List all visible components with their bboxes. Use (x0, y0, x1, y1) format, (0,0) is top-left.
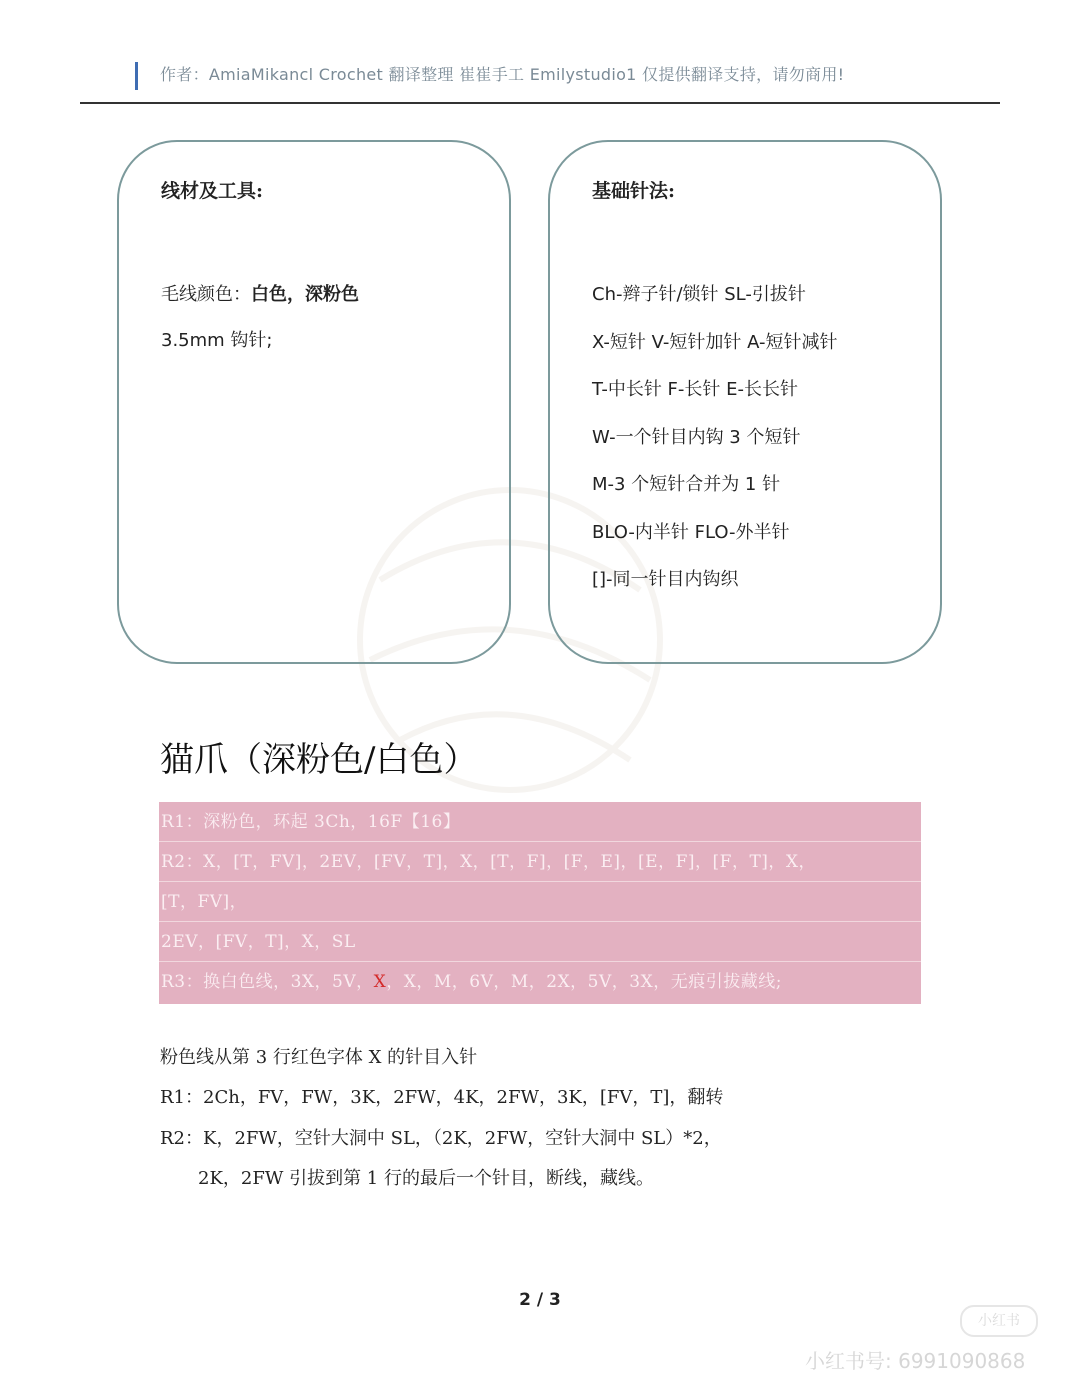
highlighted-stitch: X (373, 972, 387, 992)
materials-title: 线材及工具: (161, 180, 264, 202)
stitch-line: BLO-内半针 FLO-外半针 (592, 522, 790, 543)
row-text-end: ，X，M，6V，M，2X，5V，3X，无痕引拔藏线; (386, 972, 782, 992)
watermark-logo: 小红书 (960, 1305, 1038, 1337)
header-divider (80, 102, 1000, 104)
stitches-box (548, 140, 942, 664)
pattern-rows-block (159, 802, 921, 1004)
instruction-r2-cont: 2K，2FW 引拔到第 1 行的最后一个针目，断线，藏线。 (198, 1168, 654, 1189)
instruction-intro: 粉色线从第 3 行红色字体 X 的针目入针 (160, 1047, 478, 1068)
row-text-start: R3：换白色线，3X，5V， (161, 972, 374, 992)
row-text: [T，FV]， (161, 892, 248, 912)
stitches-title: 基础针法: (592, 180, 676, 202)
pattern-row (159, 962, 921, 1002)
stitch-line: T-中长针 F-长针 E-长长针 (592, 379, 798, 400)
page-number: 2 / 3 (519, 1290, 561, 1310)
yarn-colors-value: 白色，深粉色 (251, 284, 359, 305)
stitch-line: Ch-辫子针/锁针 SL-引拔针 (592, 284, 806, 305)
header-accent-bar (135, 62, 138, 90)
stitch-line: M-3 个短针合并为 1 针 (592, 474, 781, 495)
stitch-line: X-短针 V-短针加针 A-短针减针 (592, 332, 838, 353)
pattern-row (159, 922, 921, 962)
pattern-row (159, 842, 921, 882)
pattern-row (159, 802, 921, 842)
yarn-colors-line (161, 280, 359, 306)
yarn-colors-label: 毛线颜色： (161, 284, 251, 305)
stitch-line: W-一个针目内钩 3 个短针 (592, 427, 801, 448)
materials-box (117, 140, 511, 664)
row-text: 2EV，[FV，T]，X，SL (161, 932, 356, 952)
row-text: R2：X，[T，FV]，2EV，[FV，T]，X，[T，F]，[F，E]，[E，F]，[F，T]，X， (161, 852, 817, 872)
stitch-line: []-同一针目内钩织 (592, 569, 739, 590)
instruction-r1: R1：2Ch，FV，FW，3K，2FW，4K，2FW，3K，[FV，T]，翻转 (160, 1087, 724, 1108)
instruction-r2: R2：K，2FW，空针大洞中 SL，（2K，2FW，空针大洞中 SL）*2， (160, 1128, 722, 1149)
header-credit: 作者：AmiaMikancl Crochet 翻译整理 崔崔手工 Emilystudio1 仅提供翻译支持，请勿商用! (160, 65, 845, 84)
hook-size: 3.5mm 钩针; (161, 330, 273, 351)
section-title: 猫爪（深粉色/白色） (160, 740, 478, 780)
watermark-id: 小红书号: 6991090868 (805, 1349, 1026, 1373)
pattern-row (159, 882, 921, 922)
row-text (161, 967, 782, 992)
row-text: R1：深粉色，环起 3Ch，16F【16】 (161, 812, 461, 832)
